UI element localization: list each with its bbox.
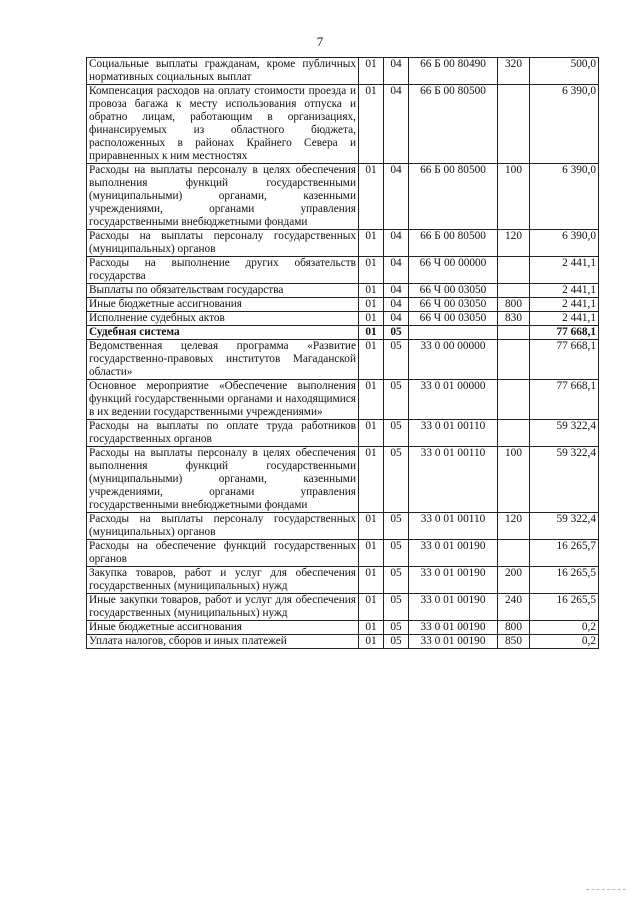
row-subsection: 05: [384, 635, 409, 649]
row-amount: 59 322,4: [530, 513, 599, 540]
row-amount: 59 322,4: [530, 420, 599, 447]
row-section: 01: [359, 635, 384, 649]
row-expense-type: 120: [498, 513, 530, 540]
table-row: [87, 312, 599, 326]
row-target-article: 33 0 00 00000: [409, 340, 498, 380]
row-expense-type: [498, 540, 530, 567]
row-target-article: 33 0 01 00190: [409, 594, 498, 621]
row-expense-type: 100: [498, 447, 530, 513]
row-amount: 2 441,1: [530, 284, 599, 298]
row-expense-type: 830: [498, 312, 530, 326]
row-subsection: 05: [384, 326, 409, 340]
row-name: Иные бюджетные ассигнования: [87, 621, 359, 635]
table-row: [87, 567, 599, 594]
row-target-article: 66 Б 00 80500: [409, 164, 498, 230]
row-expense-type: [498, 85, 530, 164]
table-row: [87, 380, 599, 420]
row-subsection: 05: [384, 340, 409, 380]
row-section: 01: [359, 621, 384, 635]
row-target-article: 66 Б 00 80500: [409, 85, 498, 164]
footer-dash-line: [586, 889, 626, 890]
row-expense-type: 200: [498, 567, 530, 594]
row-name: Расходы на выплаты персоналу в целях обеспечения выполнения функций государственными (муниципальными) органами, казенными учреждениями, органами управления государственными внебюджетными фондами: [87, 164, 359, 230]
row-expense-type: [498, 420, 530, 447]
row-subsection: 05: [384, 420, 409, 447]
budget-table-body: [87, 58, 599, 649]
row-section: 01: [359, 340, 384, 380]
table-row: [87, 230, 599, 257]
row-amount: 500,0: [530, 58, 599, 85]
row-section: 01: [359, 58, 384, 85]
row-name: Расходы на выплаты персоналу государственных (муниципальных) органов: [87, 513, 359, 540]
row-name: Закупка товаров, работ и услуг для обеспечения государственных (муниципальных) нужд: [87, 567, 359, 594]
table-row: [87, 635, 599, 649]
table-row: [87, 284, 599, 298]
row-expense-type: 800: [498, 298, 530, 312]
row-amount: 2 441,1: [530, 257, 599, 284]
table-row: [87, 621, 599, 635]
row-target-article: 33 0 01 00190: [409, 635, 498, 649]
row-section: 01: [359, 312, 384, 326]
row-expense-type: 120: [498, 230, 530, 257]
row-amount: 2 441,1: [530, 312, 599, 326]
row-target-article: 66 Ч 00 03050: [409, 298, 498, 312]
row-name: Расходы на выполнение других обязательств государства: [87, 257, 359, 284]
row-amount: 77 668,1: [530, 380, 599, 420]
table-row: [87, 164, 599, 230]
row-target-article: 33 0 01 00190: [409, 621, 498, 635]
row-section: 01: [359, 540, 384, 567]
row-target-article: 33 0 01 00110: [409, 513, 498, 540]
row-expense-type: 240: [498, 594, 530, 621]
row-subsection: 05: [384, 594, 409, 621]
table-row: [87, 298, 599, 312]
row-amount: 59 322,4: [530, 447, 599, 513]
row-amount: 6 390,0: [530, 230, 599, 257]
row-section: 01: [359, 85, 384, 164]
table-row: [87, 594, 599, 621]
row-target-article: 33 0 01 00000: [409, 380, 498, 420]
row-subsection: 05: [384, 513, 409, 540]
row-amount: 6 390,0: [530, 164, 599, 230]
row-target-article: [409, 326, 498, 340]
row-section: 01: [359, 447, 384, 513]
row-target-article: 33 0 01 00190: [409, 567, 498, 594]
row-subsection: 05: [384, 621, 409, 635]
table-row: [87, 420, 599, 447]
row-section: 01: [359, 257, 384, 284]
row-name: Исполнение судебных актов: [87, 312, 359, 326]
row-section: 01: [359, 326, 384, 340]
row-subsection: 04: [384, 298, 409, 312]
table-row: [87, 58, 599, 85]
row-amount: 6 390,0: [530, 85, 599, 164]
table-row: [87, 326, 599, 340]
row-target-article: 66 Ч 00 00000: [409, 257, 498, 284]
row-subsection: 04: [384, 230, 409, 257]
row-expense-type: [498, 284, 530, 298]
row-amount: 77 668,1: [530, 326, 599, 340]
row-expense-type: 100: [498, 164, 530, 230]
row-name: Ведомственная целевая программа «Развитие государственно-правовых институтов Магаданской области»: [87, 340, 359, 380]
row-name: Выплаты по обязательствам государства: [87, 284, 359, 298]
row-target-article: 33 0 01 00110: [409, 420, 498, 447]
row-expense-type: [498, 326, 530, 340]
table-row: [87, 540, 599, 567]
row-amount: 16 265,5: [530, 567, 599, 594]
row-name: Расходы на выплаты по оплате труда работников государственных органов: [87, 420, 359, 447]
row-expense-type: [498, 380, 530, 420]
row-name: Расходы на выплаты персоналу в целях обеспечения выполнения функций государственными (муниципальными) органами, казенными учреждениями, органами управления государственными внебюджетными фондами: [87, 447, 359, 513]
row-name: Расходы на выплаты персоналу государственных (муниципальных) органов: [87, 230, 359, 257]
table-row: [87, 340, 599, 380]
row-target-article: 33 0 01 00190: [409, 540, 498, 567]
row-target-article: 66 Ч 00 03050: [409, 312, 498, 326]
row-expense-type: 850: [498, 635, 530, 649]
row-name: Компенсация расходов на оплату стоимости проезда и провоза багажа к месту использования отпуска и обратно лицам, работающим в организациях, финансируемых из областного бюджета, расположенных в районах Крайнего Севера и приравненных к ним местностях: [87, 85, 359, 164]
row-subsection: 04: [384, 58, 409, 85]
row-amount: 0,2: [530, 621, 599, 635]
row-section: 01: [359, 298, 384, 312]
row-subsection: 05: [384, 567, 409, 594]
table-row: [87, 85, 599, 164]
row-target-article: 66 Б 00 80500: [409, 230, 498, 257]
row-name: Социальные выплаты гражданам, кроме публичных нормативных социальных выплат: [87, 58, 359, 85]
row-section: 01: [359, 567, 384, 594]
row-expense-type: 800: [498, 621, 530, 635]
row-section: 01: [359, 513, 384, 540]
row-section: 01: [359, 164, 384, 230]
row-name: Иные бюджетные ассигнования: [87, 298, 359, 312]
row-amount: 16 265,5: [530, 594, 599, 621]
row-name: Иные закупки товаров, работ и услуг для обеспечения государственных (муниципальных) нужд: [87, 594, 359, 621]
row-name: Судебная система: [87, 326, 359, 340]
row-amount: 16 265,7: [530, 540, 599, 567]
table-row: [87, 513, 599, 540]
row-target-article: 66 Б 00 80490: [409, 58, 498, 85]
row-amount: 0,2: [530, 635, 599, 649]
row-expense-type: 320: [498, 58, 530, 85]
page-number: 7: [316, 34, 324, 49]
row-amount: 2 441,1: [530, 298, 599, 312]
row-section: 01: [359, 594, 384, 621]
row-subsection: 04: [384, 164, 409, 230]
row-expense-type: [498, 257, 530, 284]
row-name: Расходы на обеспечение функций государственных органов: [87, 540, 359, 567]
row-name: Уплата налогов, сборов и иных платежей: [87, 635, 359, 649]
row-subsection: 04: [384, 257, 409, 284]
row-target-article: 33 0 01 00110: [409, 447, 498, 513]
row-section: 01: [359, 230, 384, 257]
row-section: 01: [359, 284, 384, 298]
row-target-article: 66 Ч 00 03050: [409, 284, 498, 298]
table-row: [87, 257, 599, 284]
row-expense-type: [498, 340, 530, 380]
row-subsection: 05: [384, 447, 409, 513]
table-row: [87, 447, 599, 513]
row-section: 01: [359, 380, 384, 420]
row-name: Основное мероприятие «Обеспечение выполнения функций государственными органами и находящимися в их ведении государственными учреждениями»: [87, 380, 359, 420]
row-subsection: 04: [384, 284, 409, 298]
budget-table: [86, 57, 599, 649]
row-subsection: 04: [384, 85, 409, 164]
row-subsection: 05: [384, 380, 409, 420]
row-subsection: 04: [384, 312, 409, 326]
row-subsection: 05: [384, 540, 409, 567]
row-section: 01: [359, 420, 384, 447]
row-amount: 77 668,1: [530, 340, 599, 380]
